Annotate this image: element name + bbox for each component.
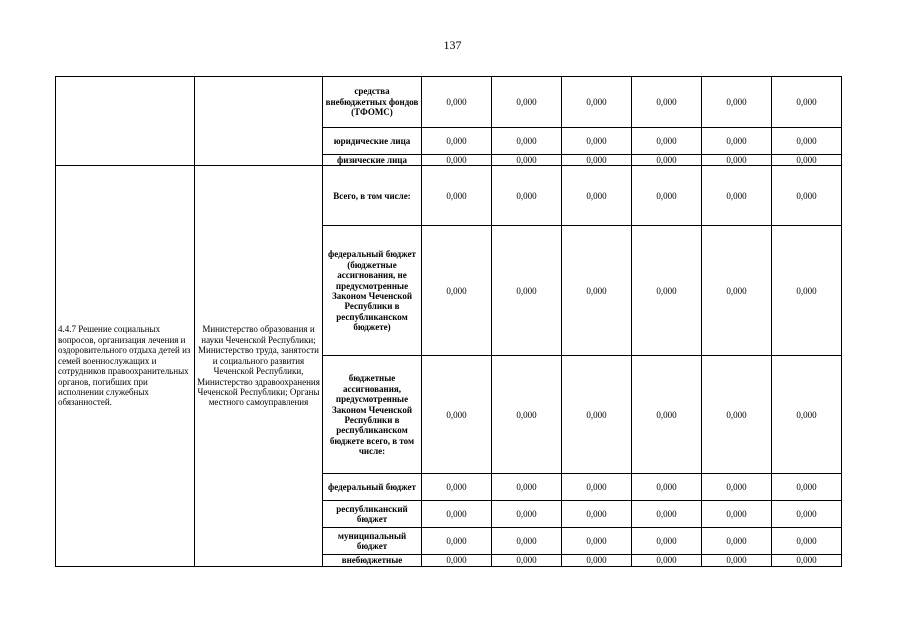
value-cell: 0,000 — [772, 166, 842, 226]
value-cell: 0,000 — [562, 128, 632, 155]
table-row — [56, 77, 842, 128]
value-cell: 0,000 — [422, 501, 492, 528]
page-number: 137 — [443, 38, 462, 52]
value-cell: 0,000 — [492, 501, 562, 528]
value-cell: 0,000 — [702, 501, 772, 528]
value-cell: 0,000 — [492, 356, 562, 474]
value-cell: 0,000 — [422, 555, 492, 566]
value-cell: 0,000 — [702, 528, 772, 555]
funding-source-cell: муниципальный бюджет — [323, 528, 422, 555]
funding-source-cell: бюджетные ассигнования, предусмотренные Законом Чеченской Республики в республиканском бюджете всего, в том числе: — [323, 356, 422, 474]
value-cell: 0,000 — [702, 474, 772, 501]
value-cell: 0,000 — [492, 155, 562, 166]
value-cell: 0,000 — [772, 474, 842, 501]
value-cell: 0,000 — [772, 356, 842, 474]
value-cell: 0,000 — [562, 77, 632, 128]
value-cell: 0,000 — [632, 474, 702, 501]
value-cell: 0,000 — [772, 501, 842, 528]
value-cell: 0,000 — [632, 226, 702, 356]
funding-source-cell: физические лица — [323, 155, 422, 166]
value-cell: 0,000 — [562, 155, 632, 166]
value-cell: 0,000 — [422, 356, 492, 474]
value-cell: 0,000 — [772, 155, 842, 166]
funding-source-cell: юридические лица — [323, 128, 422, 155]
value-cell: 0,000 — [702, 226, 772, 356]
value-cell: 0,000 — [632, 555, 702, 566]
funding-source-cell: федеральный бюджет (бюджетные ассигнования, не предусмотренные Законом Чеченской Республики в республиканском бюджете) — [323, 226, 422, 356]
measure-name-cell: 4.4.7 Решение социальных вопросов, организация лечения и оздоровительного отдыха детей из семей военнослужащих и сотрудников правоохранительных органов, погибших при исполнении служебных обязанностей. — [56, 166, 195, 566]
value-cell: 0,000 — [492, 528, 562, 555]
value-cell: 0,000 — [772, 528, 842, 555]
value-cell: 0,000 — [702, 555, 772, 566]
value-cell: 0,000 — [562, 474, 632, 501]
value-cell: 0,000 — [422, 166, 492, 226]
measure-name-cell — [56, 77, 195, 166]
funding-source-cell: средства внебюджетных фондов (ТФОМС) — [323, 77, 422, 128]
value-cell: 0,000 — [562, 555, 632, 566]
value-cell: 0,000 — [632, 166, 702, 226]
table-row — [56, 166, 842, 226]
value-cell: 0,000 — [422, 77, 492, 128]
value-cell: 0,000 — [772, 555, 842, 566]
value-cell: 0,000 — [562, 501, 632, 528]
value-cell: 0,000 — [562, 166, 632, 226]
value-cell: 0,000 — [492, 555, 562, 566]
value-cell: 0,000 — [492, 474, 562, 501]
value-cell: 0,000 — [632, 77, 702, 128]
budget-table — [55, 76, 842, 567]
value-cell: 0,000 — [562, 356, 632, 474]
value-cell: 0,000 — [632, 155, 702, 166]
value-cell: 0,000 — [492, 226, 562, 356]
value-cell: 0,000 — [702, 166, 772, 226]
value-cell: 0,000 — [772, 128, 842, 155]
funding-source-cell: внебюджетные — [323, 555, 422, 566]
value-cell: 0,000 — [492, 166, 562, 226]
value-cell: 0,000 — [772, 77, 842, 128]
value-cell: 0,000 — [702, 155, 772, 166]
value-cell: 0,000 — [632, 501, 702, 528]
value-cell: 0,000 — [422, 155, 492, 166]
value-cell: 0,000 — [772, 226, 842, 356]
value-cell: 0,000 — [632, 528, 702, 555]
value-cell: 0,000 — [422, 528, 492, 555]
value-cell: 0,000 — [702, 128, 772, 155]
value-cell: 0,000 — [562, 226, 632, 356]
value-cell: 0,000 — [422, 128, 492, 155]
value-cell: 0,000 — [492, 77, 562, 128]
executor-cell: Министерство образования и науки Чеченской Республики; Министерство труда, занятости и социального развития Чеченской Республики, Министерство здравоохранения Чеченской Республики; Органы местного самоуправления — [195, 166, 323, 566]
value-cell: 0,000 — [562, 528, 632, 555]
funding-source-cell: Всего, в том числе: — [323, 166, 422, 226]
value-cell: 0,000 — [492, 128, 562, 155]
value-cell: 0,000 — [702, 356, 772, 474]
executor-cell — [195, 77, 323, 166]
value-cell: 0,000 — [422, 226, 492, 356]
value-cell: 0,000 — [702, 77, 772, 128]
funding-source-cell: федеральный бюджет — [323, 474, 422, 501]
funding-source-cell: республиканский бюджет — [323, 501, 422, 528]
value-cell: 0,000 — [632, 356, 702, 474]
value-cell: 0,000 — [422, 474, 492, 501]
value-cell: 0,000 — [632, 128, 702, 155]
